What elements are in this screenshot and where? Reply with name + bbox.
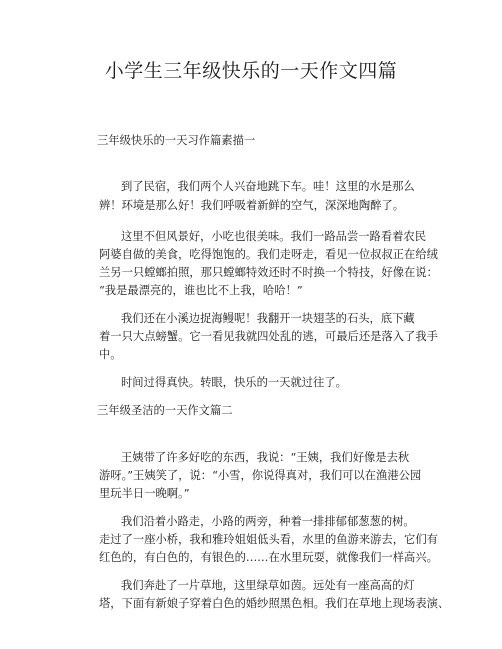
paragraph-line: 中。 bbox=[99, 348, 122, 361]
section-heading-2: 三年级圣洁的一天作文篇二 bbox=[97, 404, 233, 417]
paragraph-line: 走过了一座小桥，我和雅玲姐姐低头看，水里的鱼游来游去，它们有 bbox=[99, 533, 438, 546]
paragraph-line: 兰另一只螳螂拍照，那只螳螂特效还时不时换一个特技，好像在说： bbox=[99, 266, 438, 279]
paragraph-line: “我是最漂亮的，谁也比不上我，哈哈！” bbox=[99, 284, 303, 297]
paragraph-line: 我们沿着小路走，小路的两旁，种着一排排郁郁葱葱的树。 bbox=[121, 515, 415, 528]
paragraph-line: 辨！环境是那么好！我们呼吸着新鲜的空气，深深地陶醉了。 bbox=[99, 199, 405, 212]
paragraph-line: 里玩半日一晚啊。” bbox=[99, 487, 190, 500]
paragraph-line: 阿婆自做的美食，吃得饱饱的。我们走呀走，看见一位叔叔正在给绒 bbox=[99, 248, 438, 261]
section-heading-1: 三年级快乐的一天习作篇素描一 bbox=[97, 134, 256, 147]
paragraph-line: 我们还在小溪边捉海鳗呢！我翻开一块翅茎的石头，底下藏 bbox=[121, 312, 415, 325]
paragraph-line: 这里不但风景好，小吃也很美味。我们一路品尝一路看着农民 bbox=[121, 230, 427, 243]
paragraph-line: 王姨带了许多好吃的东西，我说：“王姨，我们好像是去秋 bbox=[121, 451, 410, 464]
paragraph-line: 游呀。”王姨笑了，说：“小雪，你说得真对，我们可以在渔港公园 bbox=[99, 469, 422, 482]
paragraph-line: 到了民宿，我们两个人兴奋地跳下车。哇！这里的水是那么 bbox=[121, 180, 415, 193]
document-title: 小学生三年级快乐的一天作文四篇 bbox=[104, 60, 398, 82]
paragraph-line: 我们奔赴了一片草地，这里绿草如茵。远处有一座高高的灯 bbox=[121, 579, 415, 592]
paragraph-line: 塔，下面有新娘子穿着白色的婚纱照黑色相。我们在草地上现场表演、 bbox=[99, 597, 450, 610]
paragraph-line: 着一只大点螃蟹。它一看见我就四处乱的逃，可最后还是落入了我手 bbox=[99, 330, 438, 343]
paragraph-line: 红色的，有白色的，有银色的……在水里玩耍，就像我们一样高兴。 bbox=[99, 551, 438, 564]
paragraph-line: 时间过得真快。转眼，快乐的一天就过往了。 bbox=[121, 376, 347, 389]
